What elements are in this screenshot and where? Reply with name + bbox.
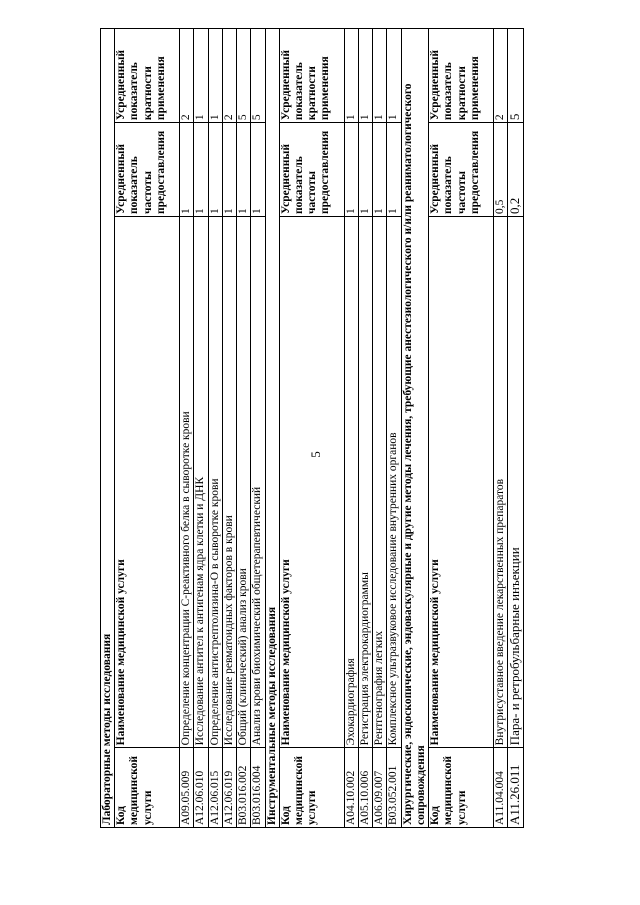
row-frequency: 1 bbox=[251, 123, 265, 217]
table-header-row bbox=[279, 29, 344, 828]
row-frequency: 1 bbox=[387, 123, 401, 217]
section-title: Инструментальные методы исследования bbox=[265, 29, 279, 828]
row-code: B03.052.001 bbox=[387, 748, 401, 828]
row-code: A05.10.006 bbox=[358, 748, 372, 828]
row-name: Регистрация электрокардиограммы bbox=[358, 217, 372, 748]
row-code: A04.10.002 bbox=[344, 748, 358, 828]
row-code: B03.016.002 bbox=[237, 748, 251, 828]
row-multiplicity: 5 bbox=[508, 29, 524, 123]
table-row bbox=[373, 29, 387, 828]
table-row bbox=[494, 29, 508, 828]
row-multiplicity: 5 bbox=[237, 29, 251, 123]
table-row bbox=[251, 29, 265, 828]
row-name: Определение концентрации C-реактивного белка в сыворотке крови bbox=[180, 217, 194, 748]
row-name: Эхокардиография bbox=[344, 217, 358, 748]
row-name: Исследование антител к антигенам ядра клетки и ДНК bbox=[194, 217, 208, 748]
section-title-row bbox=[265, 29, 279, 828]
table-row bbox=[508, 29, 524, 828]
row-name: Внутрисуставное введение лекарственных препаратов bbox=[494, 217, 508, 748]
row-name: Исследование ревматоидных факторов в крови bbox=[222, 217, 236, 748]
row-multiplicity: 1 bbox=[194, 29, 208, 123]
row-code: A06.09.007 bbox=[373, 748, 387, 828]
header-multiplicity: Усредненный показатель кратности применения bbox=[279, 29, 344, 123]
header-code: Код медицинской услуги bbox=[429, 748, 494, 828]
row-name: Комплексное ультразвуковое исследование внутренних органов bbox=[387, 217, 401, 748]
header-frequency: Усредненный показатель частоты предоставления bbox=[115, 123, 180, 217]
header-frequency: Усредненный показатель частоты предоставления bbox=[279, 123, 344, 217]
row-multiplicity: 1 bbox=[358, 29, 372, 123]
row-name: Анализ крови биохимический общетерапевтический bbox=[251, 217, 265, 748]
header-code: Код медицинской услуги bbox=[115, 748, 180, 828]
table-row bbox=[344, 29, 358, 828]
row-frequency: 0,2 bbox=[508, 123, 524, 217]
table-row bbox=[387, 29, 401, 828]
header-code: Код медицинской услуги bbox=[279, 748, 344, 828]
row-multiplicity: 2 bbox=[494, 29, 508, 123]
table-row bbox=[358, 29, 372, 828]
row-multiplicity: 2 bbox=[222, 29, 236, 123]
row-multiplicity: 5 bbox=[251, 29, 265, 123]
row-frequency: 1 bbox=[358, 123, 372, 217]
row-code: B03.016.004 bbox=[251, 748, 265, 828]
header-name: Наименование медицинской услуги bbox=[279, 217, 344, 748]
table-row bbox=[180, 29, 194, 828]
services-table bbox=[100, 28, 524, 828]
row-code: A12.06.010 bbox=[194, 748, 208, 828]
table-row bbox=[194, 29, 208, 828]
row-name: Пара- и ретробульбарные инъекции bbox=[508, 217, 524, 748]
table-row bbox=[208, 29, 222, 828]
row-multiplicity: 1 bbox=[387, 29, 401, 123]
row-multiplicity: 1 bbox=[373, 29, 387, 123]
row-frequency: 1 bbox=[237, 123, 251, 217]
table-header-row bbox=[115, 29, 180, 828]
header-multiplicity: Усредненный показатель кратности применения bbox=[429, 29, 494, 123]
row-frequency: 1 bbox=[222, 123, 236, 217]
section-title-row bbox=[401, 29, 428, 828]
row-multiplicity: 1 bbox=[208, 29, 222, 123]
row-frequency: 1 bbox=[208, 123, 222, 217]
row-multiplicity: 1 bbox=[344, 29, 358, 123]
table-row bbox=[222, 29, 236, 828]
row-multiplicity: 2 bbox=[180, 29, 194, 123]
row-code: A11.04.004 bbox=[494, 748, 508, 828]
header-name: Наименование медицинской услуги bbox=[429, 217, 494, 748]
row-frequency: 0,5 bbox=[494, 123, 508, 217]
row-frequency: 1 bbox=[194, 123, 208, 217]
table-header-row bbox=[429, 29, 494, 828]
row-frequency: 1 bbox=[180, 123, 194, 217]
row-name: Общий (клинический) анализ крови bbox=[237, 217, 251, 748]
row-code: A11.26.011 bbox=[508, 748, 524, 828]
services-table-container bbox=[100, 28, 560, 828]
row-frequency: 1 bbox=[373, 123, 387, 217]
header-frequency: Усредненный показатель частоты предоставления bbox=[429, 123, 494, 217]
page-number: 5 bbox=[307, 451, 323, 458]
table-row bbox=[237, 29, 251, 828]
row-code: A09.05.009 bbox=[180, 748, 194, 828]
row-name: Определение антистрептолизина-O в сыворотке крови bbox=[208, 217, 222, 748]
header-name: Наименование медицинской услуги bbox=[115, 217, 180, 748]
section-title-row bbox=[101, 29, 115, 828]
header-multiplicity: Усредненный показатель кратности применения bbox=[115, 29, 180, 123]
row-name: Рентгенография легких bbox=[373, 217, 387, 748]
section-title: Лабораторные методы исследования bbox=[101, 29, 115, 828]
section-title: Хирургические, эндоскопические, эндоваскулярные и другие методы лечения, требующие анестезиологического и/или реаниматологического сопровождения bbox=[401, 29, 428, 828]
row-code: A12.06.015 bbox=[208, 748, 222, 828]
row-frequency: 1 bbox=[344, 123, 358, 217]
row-code: A12.06.019 bbox=[222, 748, 236, 828]
